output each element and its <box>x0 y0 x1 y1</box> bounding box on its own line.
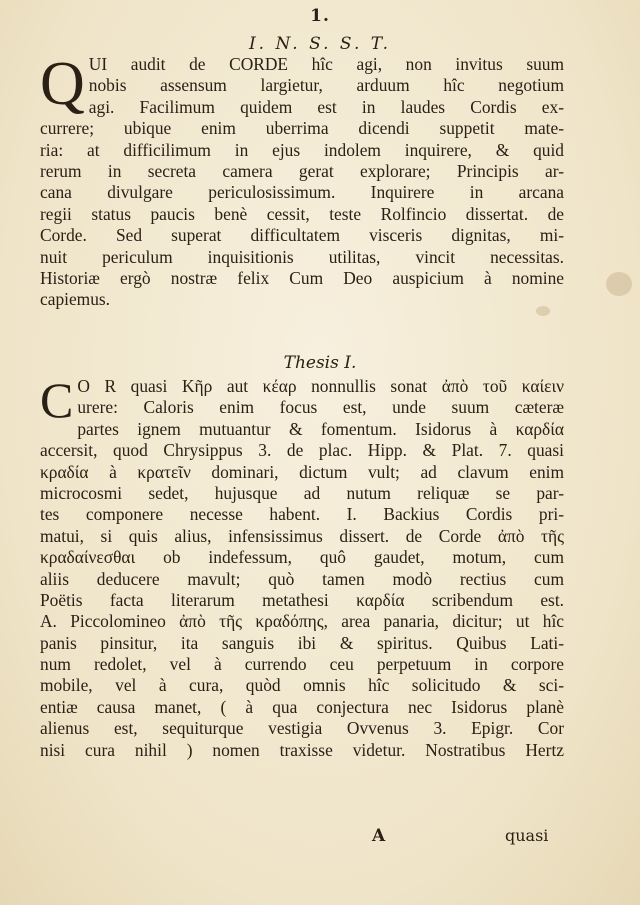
text-line: ria: at difficilimum in ejus indolem inquirere, & quid <box>40 139 564 160</box>
text-line: entiæ causa manet, ( à qua conjectura nec Isidorus planè <box>40 696 564 717</box>
text-line: κραδία à κρατεῖν dominari, dictum vult; ad clavum enim <box>40 461 564 482</box>
text-line: nisi cura nihil ) nomen traxisse videtur. Nostratibus Hertz <box>40 739 564 760</box>
text-line: matui, si quis alius, infensissimus dissert. de Corde ἀπὸ τῆς <box>40 525 564 546</box>
text-line: rerum in secreta camera gerat explorare; Principis ar- <box>40 160 564 181</box>
invocation-headline: I. N. S. S. T. <box>248 34 392 54</box>
text-line: accersit, quod Chrysippus 3. de plac. Hipp. & Plat. 7. quasi <box>40 440 564 461</box>
text-line: aliis deducere mavult; quò tamen modò rectius cum <box>40 568 564 589</box>
ink-stain <box>606 272 632 296</box>
text-line: capiemus. <box>40 289 111 310</box>
text-line: Corde. Sed superat difficultatem visceris dignitas, mi- <box>40 225 564 246</box>
text-line: O R quasi Κῆρ aut κέαρ nonnullis sonat ἀπὸ τοῦ καίειν <box>77 376 564 396</box>
text-line: microcosmi sedet, hujusque ad nutum reliquæ se par- <box>40 482 564 503</box>
text-line: partes ignem mutuantur & fomentum. Isidorus à καρδία <box>77 418 564 439</box>
intro-paragraph <box>40 50 564 311</box>
text-line: cana divulgare periculosissimum. Inquirere in arcana <box>40 182 564 203</box>
signature-mark: A <box>372 826 386 846</box>
text-line: agi. Facilimum quidem est in laudes Cordis ex- <box>88 96 564 117</box>
text-line: κραδαίνεσθαι ob indefessum, quô gaudet, motum, cum <box>40 547 564 568</box>
text-line: Poëtis facta literarum metathesi καρδία scribendum est. <box>40 589 564 610</box>
thesis-paragraph <box>40 372 564 761</box>
text-line: panis pinsitur, ita sanguis ibi & spiritus. Quibus Lati- <box>40 632 564 653</box>
text-line: A. Piccolomineo ἀπὸ τῆς κραδόπης, area panaria, dicitur; ut hîc <box>40 611 564 632</box>
text-line: alienus est, sequiturque vestigia Ovvenus 3. Epigr. Cor <box>40 718 564 739</box>
drop-cap-c: C <box>40 372 74 428</box>
text-line: nuit periculum inquisitionis utilitas, vincit necessitas. <box>40 246 564 267</box>
text-line: num redolet, vel à currendo ceu perpetuum in corpore <box>40 654 564 675</box>
drop-cap-q: Q <box>40 50 85 118</box>
text-line: urere: Caloris enim focus est, unde suum cæteræ <box>77 397 564 418</box>
text-line: regii status paucis benè cessit, teste Rolfincio dissertat. de <box>40 203 564 224</box>
text-line: mobile, vel à cura, quòd omnis hîc solicitudo & sci- <box>40 675 564 696</box>
text-line: tes componere necesse habent. I. Backius Cordis pri- <box>40 504 564 525</box>
text-line: Historiæ ergò nostræ felix Cum Deo auspicium à nomine <box>40 267 564 288</box>
text-line: currere; ubique enim uberrima dicendi suppetit mate- <box>40 118 564 139</box>
thesis-heading: Thesis I. <box>283 353 357 373</box>
folio-number: 1. <box>310 6 330 26</box>
text-line: UI audit de CORDE hîc agi, non invitus suum <box>88 54 564 74</box>
text-line: nobis assensum largietur, arduum hîc negotium <box>88 75 564 96</box>
catchword: quasi <box>505 826 549 845</box>
ink-stain <box>536 306 550 316</box>
